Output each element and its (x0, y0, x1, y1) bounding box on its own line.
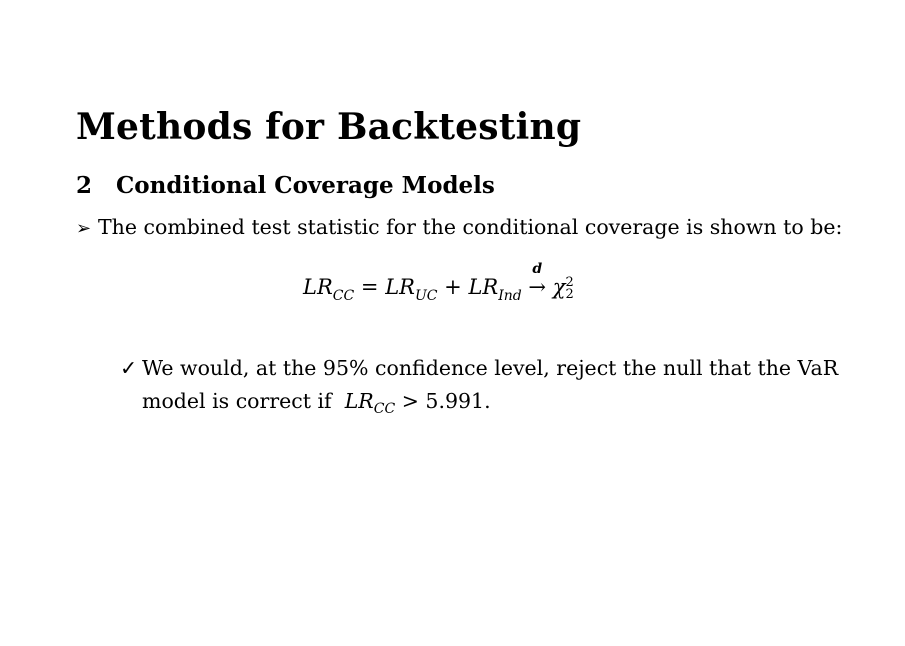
lr-cc-equation (303, 261, 574, 304)
check-text-line2: model is correct if (142, 389, 332, 413)
check-comparison: > 5.991. (401, 389, 491, 413)
eq-chi-sub: 2 (565, 287, 574, 302)
bullet-text: The combined test statistic for the conditional coverage is shown to be: (98, 215, 843, 239)
eq-equals: = (360, 275, 379, 299)
eq-lr-3: LR (468, 275, 499, 299)
eq-arrow: → (528, 275, 547, 299)
bullet-item (76, 215, 842, 239)
eq-convergence-arrow (528, 261, 547, 299)
eq-sub-uc: UC (414, 288, 438, 304)
eq-lr-2: LR (385, 275, 415, 299)
eq-arrow-label: d (532, 261, 543, 277)
check-text-line1: We would, at the 95% confidence level, reject the null that the VaR (142, 356, 839, 380)
eq-chi-sup: 2 (565, 275, 574, 290)
check-sub-cc: CC (373, 401, 396, 417)
arrow-bullet-icon: ➢ (76, 218, 92, 239)
eq-plus: + (444, 275, 462, 299)
eq-chi: χ (552, 275, 566, 299)
check-text (142, 352, 840, 426)
checkmark-icon: ✓ (120, 356, 138, 380)
eq-sub-cc: CC (332, 288, 355, 304)
eq-lr-1: LR (303, 275, 333, 299)
slide-title: Methods for Backtesting (76, 106, 582, 148)
section-title: Conditional Coverage Models (116, 172, 495, 199)
section-heading (76, 172, 495, 199)
check-item (120, 352, 840, 426)
check-lr: LR (344, 389, 374, 413)
section-number: 2 (76, 172, 93, 199)
eq-chi-indices (565, 277, 573, 301)
eq-sub-ind: Ind (498, 288, 522, 304)
